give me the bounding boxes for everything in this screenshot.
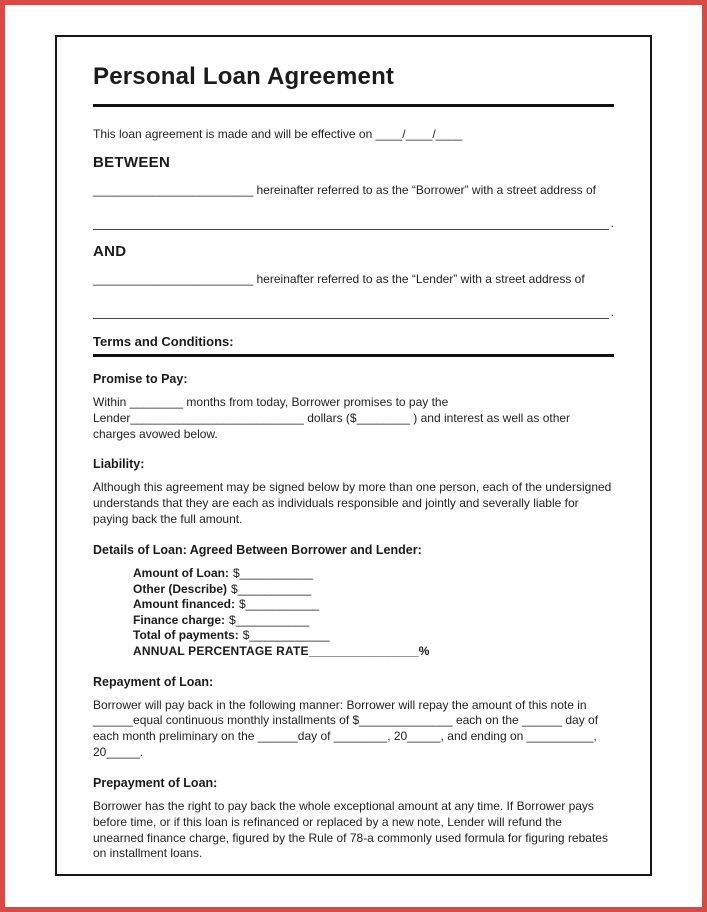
loan-detail-item	[133, 613, 614, 629]
loan-details-heading: Details of Loan: Agreed Between Borrower and Lender:	[93, 542, 422, 557]
loan-detail-label: ANNUAL PERCENTAGE RATE	[133, 643, 309, 658]
annual-percentage-rate-item	[133, 644, 614, 660]
repayment-body: Borrower will pay back in the following manner: Borrower will repay the amount of this note in ______equal continuous monthly installments of $______________ each on the ______ day of each month preliminary on the ______day of ________, 20_____, and ending on __________, 20_____.	[93, 697, 599, 760]
effective-date-line: This loan agreement is made and will be effective on ____/____/____	[93, 127, 463, 141]
prepayment-body: Borrower has the right to pay back the whole exceptional amount at any time. If Borrower pays before time, or if this loan is refinanced or replaced by a new note, Lender will refund the unearned finance charge, figured by the Rule of 78-a commonly used formula for figuring rebates on installment loans.	[93, 798, 608, 861]
lender-reference-line: ________________________ hereinafter referred to as the “Lender” with a street address of	[93, 272, 585, 286]
promise-heading: Promise to Pay:	[93, 372, 188, 386]
loan-details-list	[133, 566, 614, 660]
loan-detail-item	[133, 582, 614, 598]
loan-detail-value: $___________	[239, 597, 320, 612]
loan-detail-value: $___________	[232, 565, 314, 580]
blank-underline	[93, 305, 609, 319]
prepayment-heading: Prepayment of Loan:	[93, 775, 218, 790]
loan-detail-label: Other (Describe)	[133, 581, 228, 596]
repayment-heading: Repayment of Loan:	[93, 674, 214, 689]
loan-detail-label: Amount financed:	[133, 597, 235, 612]
loan-detail-label: Amount of Loan:	[133, 565, 229, 580]
loan-detail-label: Finance charge:	[133, 612, 226, 627]
and-heading: AND	[93, 243, 127, 260]
address-period: .	[610, 305, 614, 319]
liability-heading: Liability:	[93, 457, 145, 472]
lender-address-blank	[93, 305, 614, 319]
loan-detail-item	[133, 566, 614, 582]
loan-detail-value: ________________%	[308, 643, 430, 658]
blank-underline	[93, 216, 609, 230]
loan-agreement-document	[55, 35, 652, 876]
loan-detail-value: $____________	[242, 628, 330, 643]
loan-detail-item	[133, 597, 614, 613]
borrower-address-blank	[93, 216, 614, 230]
terms-divider	[93, 354, 614, 357]
loan-detail-value: $___________	[231, 581, 312, 596]
loan-detail-item	[133, 628, 614, 644]
address-period: .	[610, 216, 614, 230]
terms-heading: Terms and Conditions:	[93, 334, 234, 349]
borrower-reference-line: ________________________ hereinafter referred to as the “Borrower” with a street address of	[93, 183, 596, 197]
between-heading: BETWEEN	[93, 154, 171, 171]
liability-body: Although this agreement may be signed below by more than one person, each of the undersigned understands that they are each as individuals responsible and jointly and severally liable for paying back the full amount.	[93, 480, 612, 527]
promise-body: Within ________ months from today, Borrower promises to pay the Lender__________________________ dollars ($________ ) and interest as well as other charges avowed below.	[93, 395, 571, 441]
title-divider	[93, 104, 614, 107]
document-title: Personal Loan Agreement	[93, 63, 395, 90]
loan-detail-value: $___________	[229, 612, 310, 627]
loan-detail-label: Total of payments:	[133, 628, 239, 643]
